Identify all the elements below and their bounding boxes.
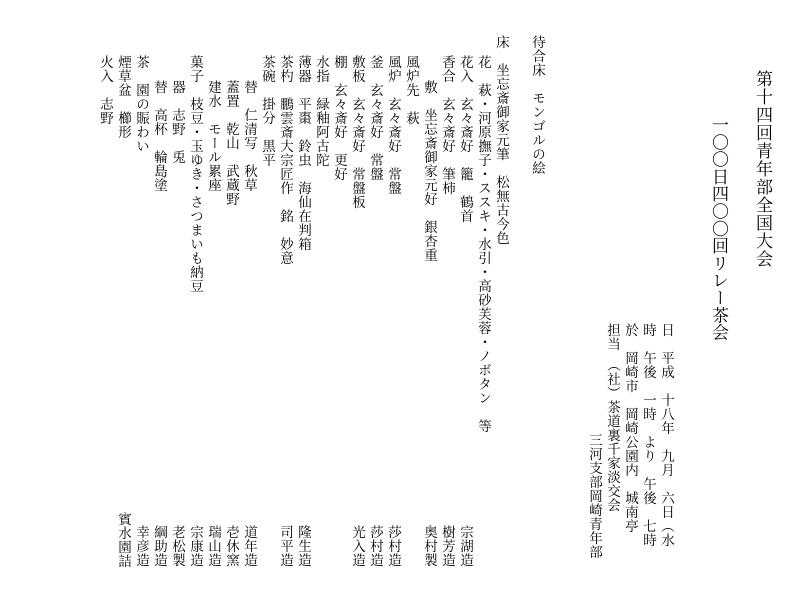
- info-place: 於 岡崎市 岡崎公園内 城南亭: [622, 323, 638, 533]
- maker-cha: 幸彦造: [133, 525, 149, 567]
- item-hiire: 火入 志野: [97, 55, 113, 125]
- maker-shikiita: 光入造: [349, 525, 365, 567]
- program-subtitle: 一〇〇日四〇〇回リレー茶会: [708, 116, 728, 341]
- item-futaoki: 蓋置 乾山 武蔵野: [223, 80, 239, 206]
- maker-chashaku: 司平造: [277, 525, 293, 567]
- item-chashaku: 茶杓 鵬雲斎大宗匠作 銘 妙意: [277, 55, 293, 265]
- info-host-branch: 三河支部岡崎青年部: [586, 433, 602, 559]
- item-kama: 釜 玄々斎好 常盤: [367, 55, 383, 181]
- item-tabakobon: 煙草盆 櫛形: [115, 55, 131, 139]
- item-machiai-toko: 待合床 モンゴルの絵: [529, 35, 545, 175]
- maker-kashiki: 老松製: [169, 525, 185, 567]
- item-kashiki: 器 志野 兎: [169, 80, 185, 164]
- maker-kogo: 樹芳造: [439, 525, 455, 567]
- maker-chawan-kae: 道年造: [241, 525, 257, 567]
- item-shiki: 敷 坐忘斎御家元好 銀杏重: [421, 80, 437, 262]
- maker-furo: 莎村造: [385, 525, 401, 567]
- item-chawan: 茶碗 掛分 黒平: [259, 55, 275, 167]
- maker-cha-dealer: 賓水園詰: [115, 512, 131, 568]
- item-mizusashi: 水指 緑釉阿古陀: [313, 55, 329, 167]
- maker-kashiki-kae: 綱助造: [151, 525, 167, 567]
- item-chawan-kae: 替 仁清写 秋草: [241, 80, 257, 192]
- maker-hanaire: 宗湖造: [457, 525, 473, 567]
- item-tana: 棚 玄々斎好 更好: [331, 55, 347, 181]
- item-shikiita: 敷板 玄々斎好 常盤板: [349, 55, 365, 209]
- maker-kama: 莎村造: [367, 525, 383, 567]
- item-kensui: 建水 モール累座: [205, 80, 221, 192]
- info-time: 時 午後 一時 より 午後 七時: [640, 323, 656, 547]
- item-kogo: 香合 玄々斎好 筆柿: [439, 55, 455, 195]
- item-furosaki: 風炉先 萩: [403, 55, 419, 125]
- item-furo: 風炉 玄々斎好 常盤: [385, 55, 401, 195]
- item-toko: 床 坐忘斎御家元筆 松無古今色: [493, 35, 509, 245]
- program-title: 第十四回青年部全国大会: [752, 70, 772, 268]
- maker-kashi: 宗康造: [187, 525, 203, 567]
- maker-shiki: 奥村製: [421, 525, 437, 567]
- maker-futaoki: 壱休窯: [223, 525, 239, 567]
- item-kashiki-kae: 替 高杯 輪島塗: [151, 80, 167, 192]
- maker-kensui: 瑞山造: [205, 525, 221, 567]
- item-kashi: 菓子 枝豆・玉ゆき・さつまいも納豆: [187, 55, 203, 293]
- item-hana: 花 萩・河原撫子・ススキ・水引・高砂芙蓉・ノボタン 等: [475, 55, 491, 433]
- info-date: 日 平成 十八年 九月 六日（水: [658, 323, 674, 547]
- maker-usuki: 隆生造: [295, 525, 311, 567]
- item-hanaire: 花入 玄々斎好 籠 鶴首: [457, 55, 473, 223]
- item-cha: 茶 園の賑わい: [133, 55, 149, 153]
- item-usuki: 薄器 平棗 鈴虫 海仙在判箱: [295, 55, 311, 251]
- info-host: 担当 （社）茶道裏千家淡交会: [604, 323, 620, 513]
